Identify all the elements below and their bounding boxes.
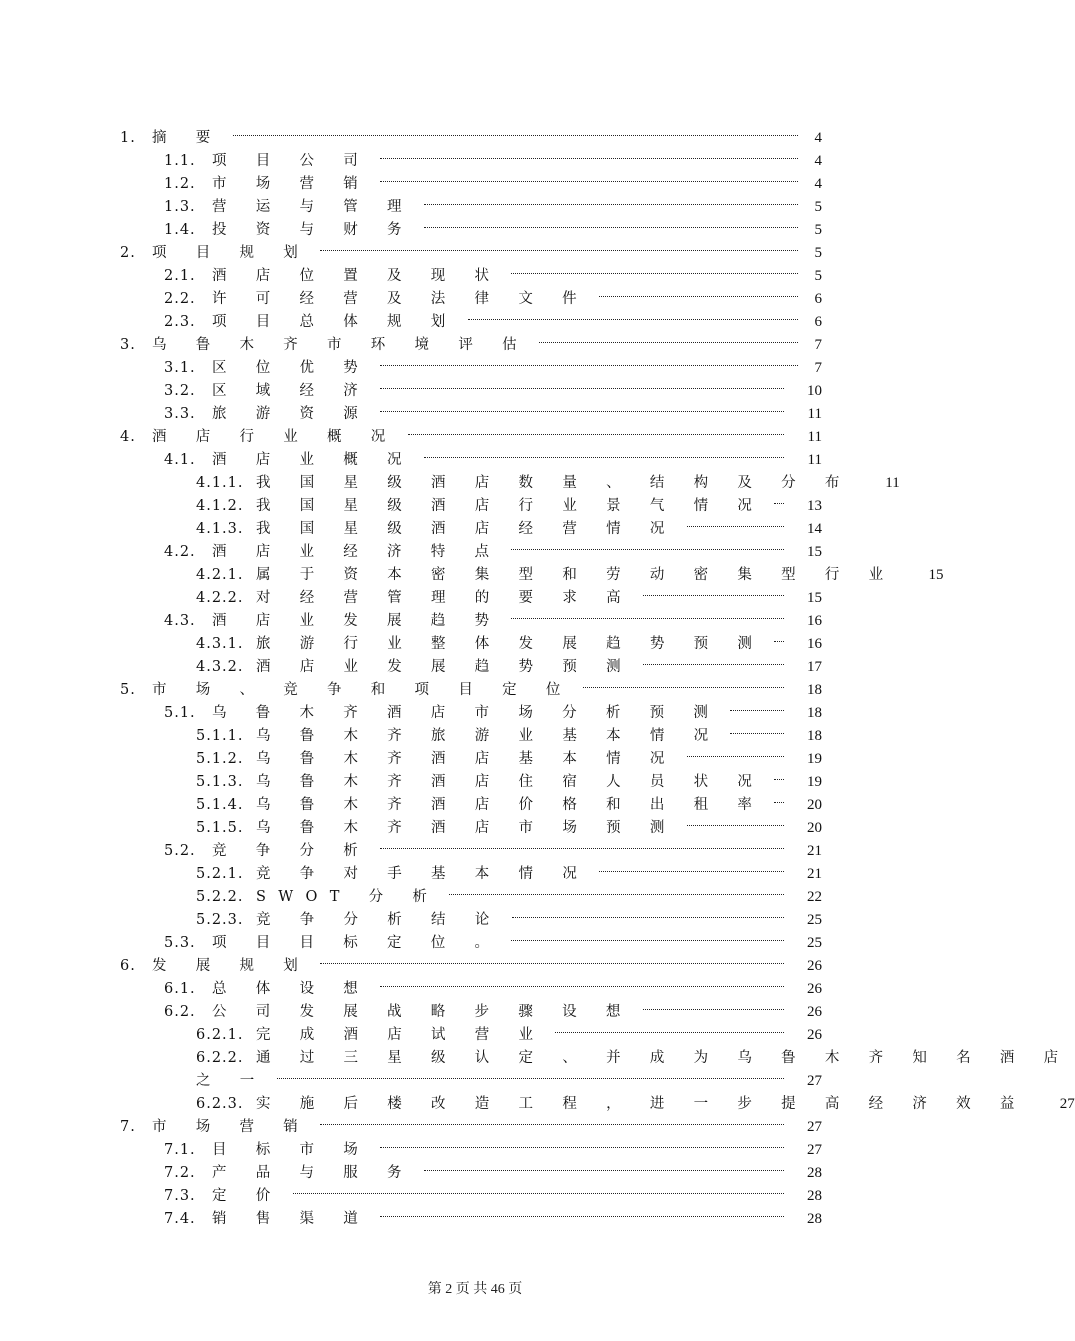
- toc-page-number: 6: [814, 314, 822, 330]
- toc-dot-leader: [449, 878, 784, 901]
- toc-page-number: 10: [807, 383, 822, 399]
- toc-section-title: 我 国 星 级 酒 店 经 营 情 况: [256, 521, 677, 537]
- toc-page-number: 25: [807, 935, 822, 951]
- toc-page-number: 11: [807, 452, 822, 468]
- toc-dot-leader: [277, 1062, 784, 1085]
- toc-section-title: 我 国 星 级 酒 店 数 量 、 结 构 及 分 布: [256, 475, 852, 491]
- toc-dot-leader: [293, 1177, 784, 1200]
- toc-section-number: 5.1.5.: [196, 820, 244, 836]
- toc-section-title: 竞 争 分 析: [212, 843, 371, 859]
- toc-entry[interactable]: [0, 234, 950, 261]
- toc-section-title: 酒 店 业 发 展 趋 势: [212, 613, 502, 629]
- toc-section-number: 3.: [120, 337, 136, 353]
- toc-section-title: 乌 鲁 木 齐 酒 店 市 场 预 测: [256, 820, 677, 836]
- toc-section-number: 2.: [120, 245, 136, 261]
- toc-section-number: 3.1.: [164, 360, 196, 376]
- toc-section-number: 2.3.: [164, 314, 196, 330]
- toc-entry[interactable]: [0, 993, 950, 1020]
- toc-dot-leader: [468, 303, 798, 326]
- toc-entry[interactable]: [0, 694, 950, 721]
- toc-section-title: 许 可 经 营 及 法 律 文 件: [212, 291, 589, 307]
- toc-section-number: 4.2.2.: [196, 590, 244, 606]
- toc-page-number: 13: [807, 498, 822, 514]
- toc-dot-leader: [320, 947, 784, 970]
- toc-page-number: 6: [814, 291, 822, 307]
- toc-section-title: 乌 鲁 木 齐 酒 店 基 本 情 况: [256, 751, 677, 767]
- toc-section-title: 区 域 经 济: [212, 383, 371, 399]
- toc-section-title: 竞 争 分 析 结 论: [256, 912, 502, 928]
- toc-page-number: 28: [807, 1165, 822, 1181]
- toc-section-title: 营 运 与 管 理: [212, 199, 414, 215]
- toc-section-title: 区 位 优 势: [212, 360, 371, 376]
- toc-dot-leader: [687, 740, 784, 763]
- toc-section-title: 市 场 、 竞 争 和 项 目 定 位: [152, 682, 573, 698]
- toc-entry[interactable]: [0, 1085, 1075, 1112]
- toc-page-number: 20: [807, 820, 822, 836]
- toc-entry[interactable]: [0, 602, 950, 629]
- toc-page-number: 4: [814, 153, 822, 169]
- toc-dot-leader: [539, 326, 798, 349]
- toc-entry[interactable]: [0, 372, 950, 399]
- toc-dot-leader: [599, 855, 784, 878]
- toc-entry[interactable]: [0, 349, 950, 376]
- toc-section-title: 之 一: [196, 1073, 267, 1089]
- toc-section-number: 4.3.: [164, 613, 196, 629]
- toc-page-number: 18: [807, 682, 822, 698]
- toc-page-number: 7: [814, 337, 822, 353]
- toc-entry[interactable]: [0, 556, 950, 583]
- toc-section-number: 4.: [120, 429, 136, 445]
- toc-entry[interactable]: [0, 395, 950, 422]
- toc-page-number: 27: [807, 1142, 822, 1158]
- toc-page-number: 19: [807, 751, 822, 767]
- toc-entry[interactable]: [0, 970, 950, 997]
- toc-dot-leader: [380, 1131, 784, 1154]
- toc-entry[interactable]: [0, 717, 950, 744]
- toc-dot-leader: [774, 625, 784, 648]
- toc-section-title: 总 体 设 想: [212, 981, 371, 997]
- toc-section-number: 5.3.: [164, 935, 196, 951]
- toc-entry[interactable]: [0, 142, 950, 169]
- toc-dot-leader: [380, 970, 784, 993]
- toc-page-number: 21: [807, 866, 822, 882]
- toc-section-number: 5.: [120, 682, 136, 698]
- toc-section-number: 5.1.1.: [196, 728, 244, 744]
- toc-section-number: 1.2.: [164, 176, 196, 192]
- toc-page-number: 20: [807, 797, 822, 813]
- toc-section-number: 4.1.1.: [196, 475, 244, 491]
- toc-page-number: 26: [807, 1027, 822, 1043]
- toc-page-number: 16: [807, 613, 822, 629]
- toc-section-title: 酒 店 业 经 济 特 点: [212, 544, 502, 560]
- toc-page-number: 27: [807, 1073, 822, 1089]
- toc-section-number: 5.2.: [164, 843, 196, 859]
- toc-entry[interactable]: [0, 1062, 950, 1089]
- toc-section-number: 7.3.: [164, 1188, 196, 1204]
- toc-dot-leader: [380, 349, 798, 372]
- toc-section-number: 6.2.3.: [196, 1096, 244, 1112]
- toc-entry[interactable]: [0, 1039, 1071, 1066]
- toc-page-number: 11: [807, 406, 822, 422]
- toc-section-number: 5.1.2.: [196, 751, 244, 767]
- toc-dot-leader: [320, 1108, 784, 1131]
- toc-dot-leader: [511, 602, 784, 625]
- toc-section-number: 5.2.3.: [196, 912, 244, 928]
- toc-page-number: 28: [807, 1211, 822, 1227]
- toc-dot-leader: [380, 372, 784, 395]
- toc-page-number: 18: [807, 728, 822, 744]
- toc-section-title: 投 资 与 财 务: [212, 222, 414, 238]
- toc-page-number: 15: [928, 567, 944, 583]
- toc-entry[interactable]: [0, 280, 950, 307]
- toc-section-title: 酒 店 行 业 概 况: [152, 429, 398, 445]
- toc-dot-leader: [380, 1200, 784, 1223]
- toc-entry[interactable]: [0, 1016, 950, 1043]
- toc-dot-leader: [730, 694, 784, 717]
- toc-dot-leader: [233, 119, 798, 142]
- toc-section-number: 4.3.2.: [196, 659, 244, 675]
- toc-section-number: 5.1.4.: [196, 797, 244, 813]
- toc-entry[interactable]: [0, 855, 950, 882]
- toc-section-number: 5.1.3.: [196, 774, 244, 790]
- toc-section-title: 摘 要: [152, 130, 223, 146]
- toc-entry[interactable]: [0, 119, 950, 146]
- toc-page-number: 26: [807, 958, 822, 974]
- toc-section-number: 3.2.: [164, 383, 196, 399]
- toc-section-number: 6.1.: [164, 981, 196, 997]
- toc-entry[interactable]: [0, 901, 950, 928]
- toc-dot-leader: [730, 717, 784, 740]
- toc-entry[interactable]: [0, 740, 950, 767]
- toc-dot-leader: [380, 395, 784, 418]
- toc-dot-leader: [774, 786, 784, 809]
- toc-dot-leader: [320, 234, 798, 257]
- toc-page-number: 16: [807, 636, 822, 652]
- toc-entry-line: [164, 1200, 950, 1231]
- toc-page-number: 15: [807, 544, 822, 560]
- toc-entry[interactable]: [0, 1200, 950, 1227]
- toc-dot-leader: [380, 142, 798, 165]
- toc-section-number: 1.: [120, 130, 136, 146]
- toc-section-title: 酒 店 业 发 展 趋 势 预 测: [256, 659, 633, 675]
- toc-entry[interactable]: [0, 303, 950, 330]
- toc-section-title: 产 品 与 服 务: [212, 1165, 414, 1181]
- toc-section-title: 旅 游 行 业 整 体 发 展 趋 势 预 测: [256, 636, 765, 652]
- toc-entry[interactable]: [0, 257, 950, 284]
- toc-section-number: 1.3.: [164, 199, 196, 215]
- toc-page-number: 11: [807, 429, 822, 445]
- toc-entry[interactable]: [0, 947, 950, 974]
- toc-dot-leader: [774, 487, 784, 510]
- toc-dot-leader: [599, 280, 798, 303]
- toc-dot-leader: [555, 1016, 784, 1039]
- toc-section-number: 6.2.: [164, 1004, 196, 1020]
- toc-dot-leader: [774, 763, 784, 786]
- toc-section-title: 销 售 渠 道: [212, 1211, 371, 1227]
- toc-section-title: 市 场 营 销: [212, 176, 371, 192]
- toc-section-number: 7.: [120, 1119, 136, 1135]
- toc-page-number: 5: [814, 245, 822, 261]
- toc-section-number: 5.2.1.: [196, 866, 244, 882]
- toc-entry[interactable]: [0, 878, 950, 905]
- toc-dot-leader: [380, 832, 784, 855]
- toc-section-title: 公 司 发 展 战 略 步 骤 设 想: [212, 1004, 633, 1020]
- toc-section-title: 乌 鲁 木 齐 酒 店 住 宿 人 员 状 况: [256, 774, 765, 790]
- toc-dot-leader: [408, 418, 784, 441]
- toc-page-number: 11: [885, 475, 900, 491]
- toc-dot-leader: [424, 441, 784, 464]
- toc-section-title: 属 于 资 本 密 集 型 和 劳 动 密 集 型 行 业: [256, 567, 896, 583]
- toc-section-title: 定 价: [212, 1188, 283, 1204]
- toc-section-title: 完 成 酒 店 试 营 业: [256, 1027, 546, 1043]
- toc-entry[interactable]: [0, 924, 950, 951]
- toc-entry[interactable]: [0, 786, 950, 813]
- toc-page-number: 22: [807, 889, 822, 905]
- toc-section-number: 7.1.: [164, 1142, 196, 1158]
- toc-section-title: 乌 鲁 木 齐 市 环 境 评 估: [152, 337, 529, 353]
- toc-page-number: 4: [814, 176, 822, 192]
- toc-entry[interactable]: [0, 763, 950, 790]
- toc-section-title: 项 目 规 划: [152, 245, 311, 261]
- toc-page-number: 18: [807, 705, 822, 721]
- toc-section-number: 4.2.: [164, 544, 196, 560]
- toc-dot-leader: [643, 648, 784, 671]
- toc-page-number: 27: [807, 1119, 822, 1135]
- toc-dot-leader: [583, 671, 784, 694]
- toc-page-number: 25: [807, 912, 822, 928]
- toc-section-title: 酒 店 位 置 及 现 状: [212, 268, 502, 284]
- toc-section-title: 乌 鲁 木 齐 酒 店 市 场 分 析 预 测: [212, 705, 721, 721]
- toc-section-title: 发 展 规 划: [152, 958, 311, 974]
- toc-dot-leader: [511, 533, 784, 556]
- toc-entry[interactable]: [0, 671, 950, 698]
- toc-page-number: 5: [814, 268, 822, 284]
- toc-section-title: 乌 鲁 木 齐 旅 游 业 基 本 情 况: [256, 728, 721, 744]
- toc-section-number: 2.1.: [164, 268, 196, 284]
- toc-section-title: 我 国 星 级 酒 店 行 业 景 气 情 况: [256, 498, 765, 514]
- toc-page-number: 7: [814, 360, 822, 376]
- toc-section-number: 1.1.: [164, 153, 196, 169]
- toc-section-title: SWOT 分 析: [256, 889, 440, 905]
- toc-page-number: 15: [807, 590, 822, 606]
- toc-dot-leader: [424, 211, 798, 234]
- toc-entry[interactable]: [0, 441, 950, 468]
- toc-section-number: 4.1.2.: [196, 498, 244, 514]
- page-footer: 第 2 页 共 46 页: [427, 1282, 523, 1297]
- toc-entry[interactable]: [0, 832, 950, 859]
- toc-dot-leader: [511, 924, 784, 947]
- toc-section-number: 5.1.: [164, 705, 196, 721]
- toc-entry[interactable]: [0, 165, 950, 192]
- toc-entry[interactable]: [0, 188, 950, 215]
- toc-entry[interactable]: [0, 464, 950, 491]
- toc-section-title: 目 标 市 场: [212, 1142, 371, 1158]
- toc-section-number: 3.3.: [164, 406, 196, 422]
- toc-dot-leader: [424, 1154, 784, 1177]
- toc-section-number: 2.2.: [164, 291, 196, 307]
- toc-section-number: 4.2.1.: [196, 567, 244, 583]
- toc-section-title: 实 施 后 楼 改 造 工 程 ， 进 一 步 提 高 经 济 效 益: [256, 1096, 1027, 1112]
- toc-page-number: 19: [807, 774, 822, 790]
- toc-entry[interactable]: [0, 579, 950, 606]
- toc-section-title: 项 目 目 标 定 位 。: [212, 935, 502, 951]
- toc-entry[interactable]: [0, 326, 950, 353]
- toc-section-number: 4.3.1.: [196, 636, 244, 652]
- toc-section-number: 5.2.2.: [196, 889, 244, 905]
- toc-entry[interactable]: [0, 510, 950, 537]
- toc-section-number: 4.1.: [164, 452, 196, 468]
- toc-section-title: 旅 游 资 源: [212, 406, 371, 422]
- toc-page-number: 28: [807, 1188, 822, 1204]
- toc-section-number: 6.2.1.: [196, 1027, 244, 1043]
- toc-dot-leader: [643, 579, 784, 602]
- toc-entry[interactable]: [0, 533, 950, 560]
- toc-dot-leader: [687, 510, 784, 533]
- toc-entry[interactable]: [0, 648, 950, 675]
- toc-section-number: 7.4.: [164, 1211, 196, 1227]
- toc-entry[interactable]: [0, 1108, 950, 1135]
- toc-page-number: 17: [807, 659, 822, 675]
- toc-entry[interactable]: [0, 1131, 950, 1158]
- toc-page-number: 26: [807, 1004, 822, 1020]
- toc-section-title: 对 经 营 管 理 的 要 求 高: [256, 590, 633, 606]
- toc-dot-leader: [380, 165, 798, 188]
- toc-section-number: 6.: [120, 958, 136, 974]
- toc-section-title: 市 场 营 销: [152, 1119, 311, 1135]
- toc-section-number: 6.2.2.: [196, 1050, 244, 1066]
- toc-entry[interactable]: [0, 1177, 950, 1204]
- toc-page-number: 26: [807, 981, 822, 997]
- toc-entry[interactable]: [0, 211, 950, 238]
- toc-entry[interactable]: [0, 487, 950, 514]
- toc-section-title: 通 过 三 星 级 认 定 、 并 成 为 乌 鲁 木 齐 知 名 酒 店: [256, 1050, 1071, 1066]
- toc-page-number: 27: [1059, 1096, 1075, 1112]
- toc-section-title: 项 目 总 体 规 划: [212, 314, 458, 330]
- toc-dot-leader: [512, 901, 784, 924]
- toc-section-title: 乌 鲁 木 齐 酒 店 价 格 和 出 租 率: [256, 797, 765, 813]
- toc-section-number: 1.4.: [164, 222, 196, 238]
- toc-page-number: 5: [814, 222, 822, 238]
- toc-section-title: 项 目 公 司: [212, 153, 371, 169]
- toc-page-number: 4: [814, 130, 822, 146]
- toc-dot-leader: [643, 993, 784, 1016]
- toc-entry[interactable]: [0, 418, 950, 445]
- toc-section-number: 7.2.: [164, 1165, 196, 1181]
- toc-entry[interactable]: [0, 1154, 950, 1181]
- toc-page-number: 21: [807, 843, 822, 859]
- toc-section-title: 竞 争 对 手 基 本 情 况: [256, 866, 590, 882]
- toc-dot-leader: [511, 257, 798, 280]
- toc-entry[interactable]: [0, 625, 950, 652]
- toc-entry[interactable]: [0, 809, 950, 836]
- toc-dot-leader: [687, 809, 784, 832]
- toc-page-number: 14: [807, 521, 822, 537]
- toc-dot-leader: [424, 188, 798, 211]
- toc-section-number: 4.1.3.: [196, 521, 244, 537]
- toc-section-title: 酒 店 业 概 况: [212, 452, 414, 468]
- toc-page-number: 5: [814, 199, 822, 215]
- table-of-contents: [0, 119, 1075, 1227]
